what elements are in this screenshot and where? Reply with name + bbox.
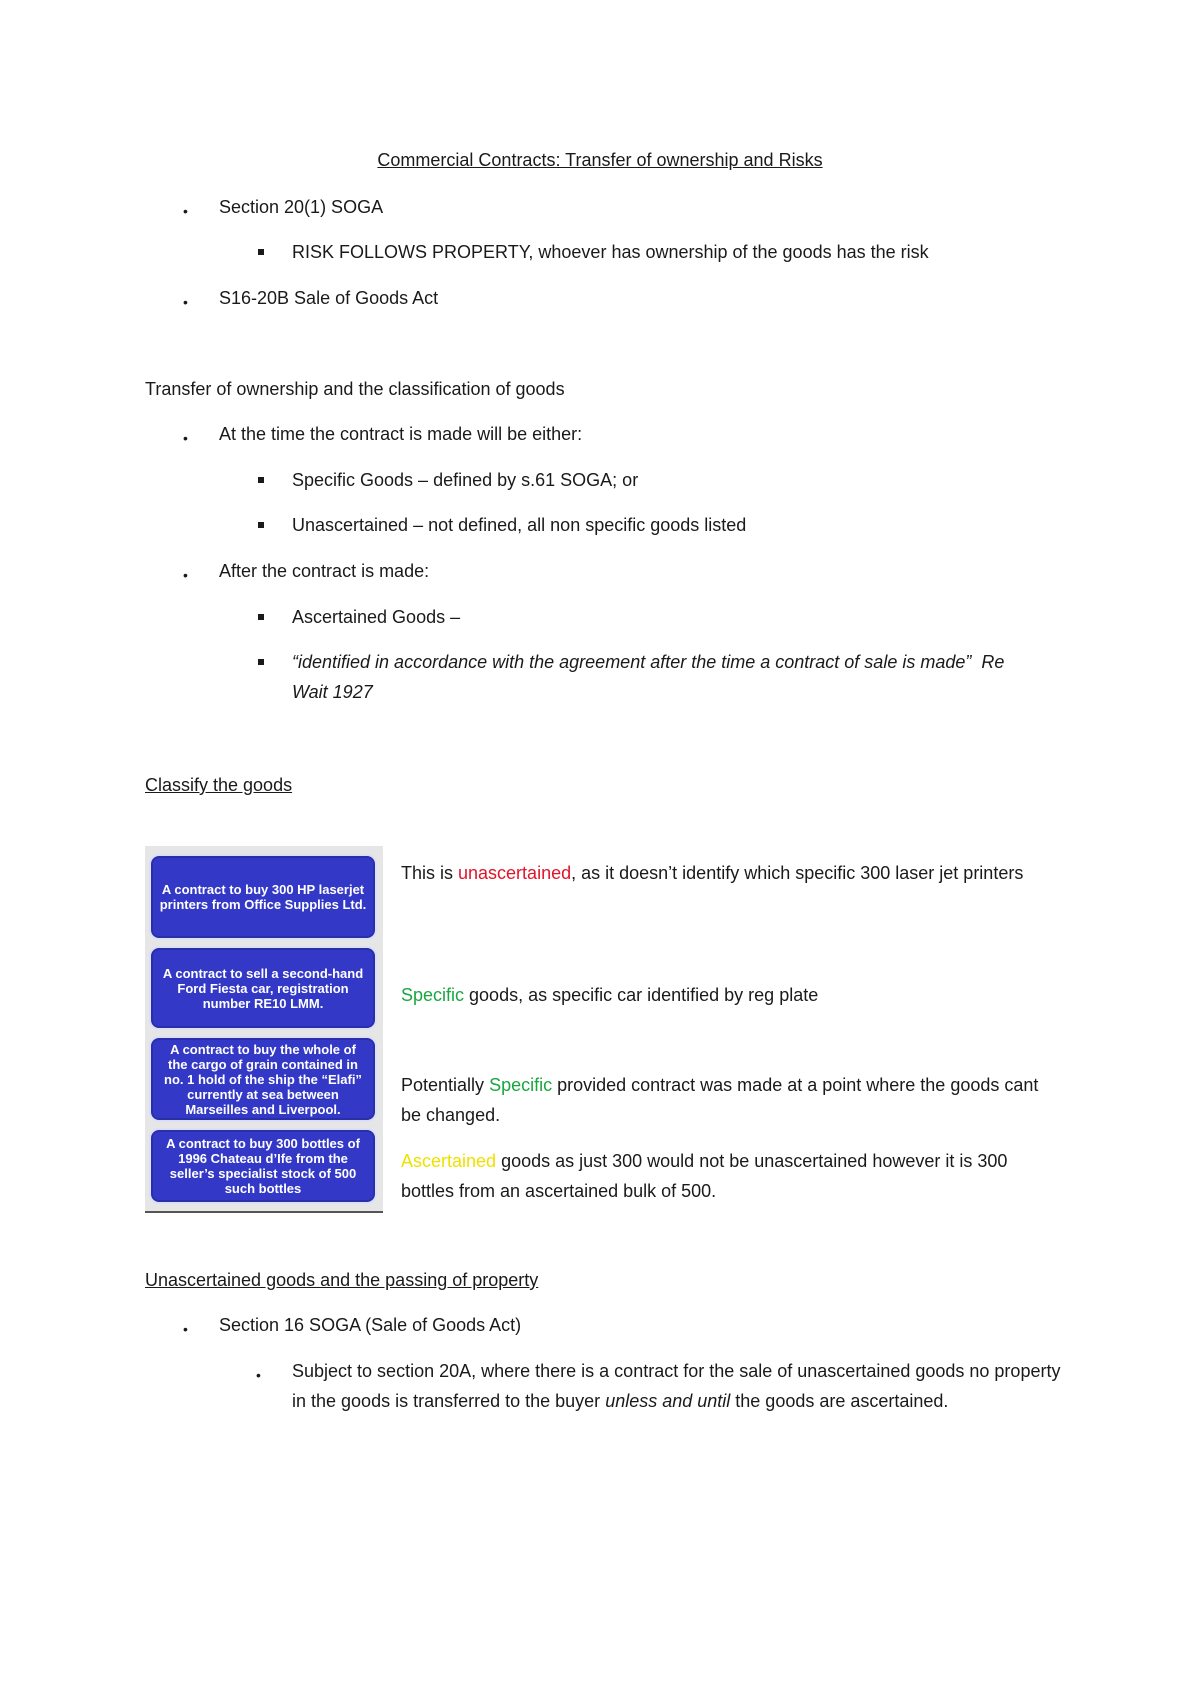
contract-card: A contract to buy 300 bottles of 1996 Chateau d’Ife from the seller’s specialist stock of 500 such bottles [149, 1128, 377, 1204]
bullet-icon [183, 423, 188, 453]
case-citation: Re Wait 1927 [292, 652, 1005, 702]
section-heading: Transfer of ownership and the classification of goods [145, 379, 565, 399]
list-item-text: Subject to section 20A, where there is a contract for the sale of unascertained goods no property in the goods is transferred to the buyer [292, 1361, 1061, 1411]
answer-text-part: goods as just 300 would not be unascertained however it is 300 bottles from an ascertained bulk of 500. [401, 1151, 1008, 1201]
classification-label: unascertained [458, 863, 572, 883]
list-item: At the time the contract is made will be either: [219, 424, 583, 444]
section-heading: Classify the goods [145, 775, 293, 795]
quote-item [292, 647, 1022, 707]
square-bullet-icon [258, 522, 264, 528]
quote-text: “identified in accordance with the agreement after the time a contract of sale is made” [292, 652, 972, 672]
bullet-icon [256, 1360, 261, 1390]
classification-image [145, 846, 383, 1213]
square-bullet-icon [258, 477, 264, 483]
section-heading: Unascertained goods and the passing of property [145, 1270, 539, 1290]
list-item-text: the goods are ascertained. [730, 1391, 949, 1411]
list-item: S16-20B Sale of Goods Act [219, 288, 439, 308]
bullet-icon [183, 1314, 188, 1344]
list-item: Unascertained – not defined, all non specific goods listed [292, 515, 747, 535]
square-bullet-icon [258, 659, 264, 665]
answer-text-part: Potentially [401, 1075, 490, 1095]
answer-text-part: goods, as specific car identified by reg plate [464, 985, 819, 1005]
document-title: Commercial Contracts: Transfer of ownership and Risks [377, 150, 823, 170]
answer-text [401, 1146, 1051, 1206]
answer-text-part: provided contract was made at a point where the goods cant be changed. [401, 1075, 1039, 1125]
list-item: Ascertained Goods – [292, 607, 461, 627]
answer-text [401, 1070, 1051, 1130]
list-item [292, 1356, 1062, 1416]
list-item: Section 20(1) SOGA [219, 197, 384, 217]
square-bullet-icon [258, 249, 264, 255]
answer-text-part: This is [401, 863, 459, 883]
list-item: RISK FOLLOWS PROPERTY, whoever has ownership of the goods has the risk [292, 242, 929, 262]
contract-card: A contract to buy 300 HP laserjet printers from Office Supplies Ltd. [149, 854, 377, 940]
square-bullet-icon [258, 614, 264, 620]
classification-label: Specific [401, 985, 465, 1005]
list-item: After the contract is made: [219, 561, 430, 581]
emphasis-text: unless and until [605, 1391, 731, 1411]
contract-card: A contract to buy the whole of the cargo of grain contained in no. 1 hold of the ship the “Elafi” currently at sea between Marseilles and Liverpool. [149, 1036, 377, 1122]
answer-text [401, 980, 1051, 1010]
list-item: Specific Goods – defined by s.61 SOGA; or [292, 470, 639, 490]
bullet-icon [183, 560, 188, 590]
classification-label: Specific [489, 1075, 553, 1095]
contract-card: A contract to sell a second-hand Ford Fiesta car, registration number RE10 LMM. [149, 946, 377, 1030]
bullet-icon [183, 287, 188, 317]
bullet-icon [183, 196, 188, 226]
classification-label: Ascertained [401, 1151, 497, 1171]
list-item: Section 16 SOGA (Sale of Goods Act) [219, 1315, 522, 1335]
answer-text-part: , as it doesn’t identify which specific 300 laser jet printers [571, 863, 1024, 883]
answer-text [401, 858, 1051, 888]
